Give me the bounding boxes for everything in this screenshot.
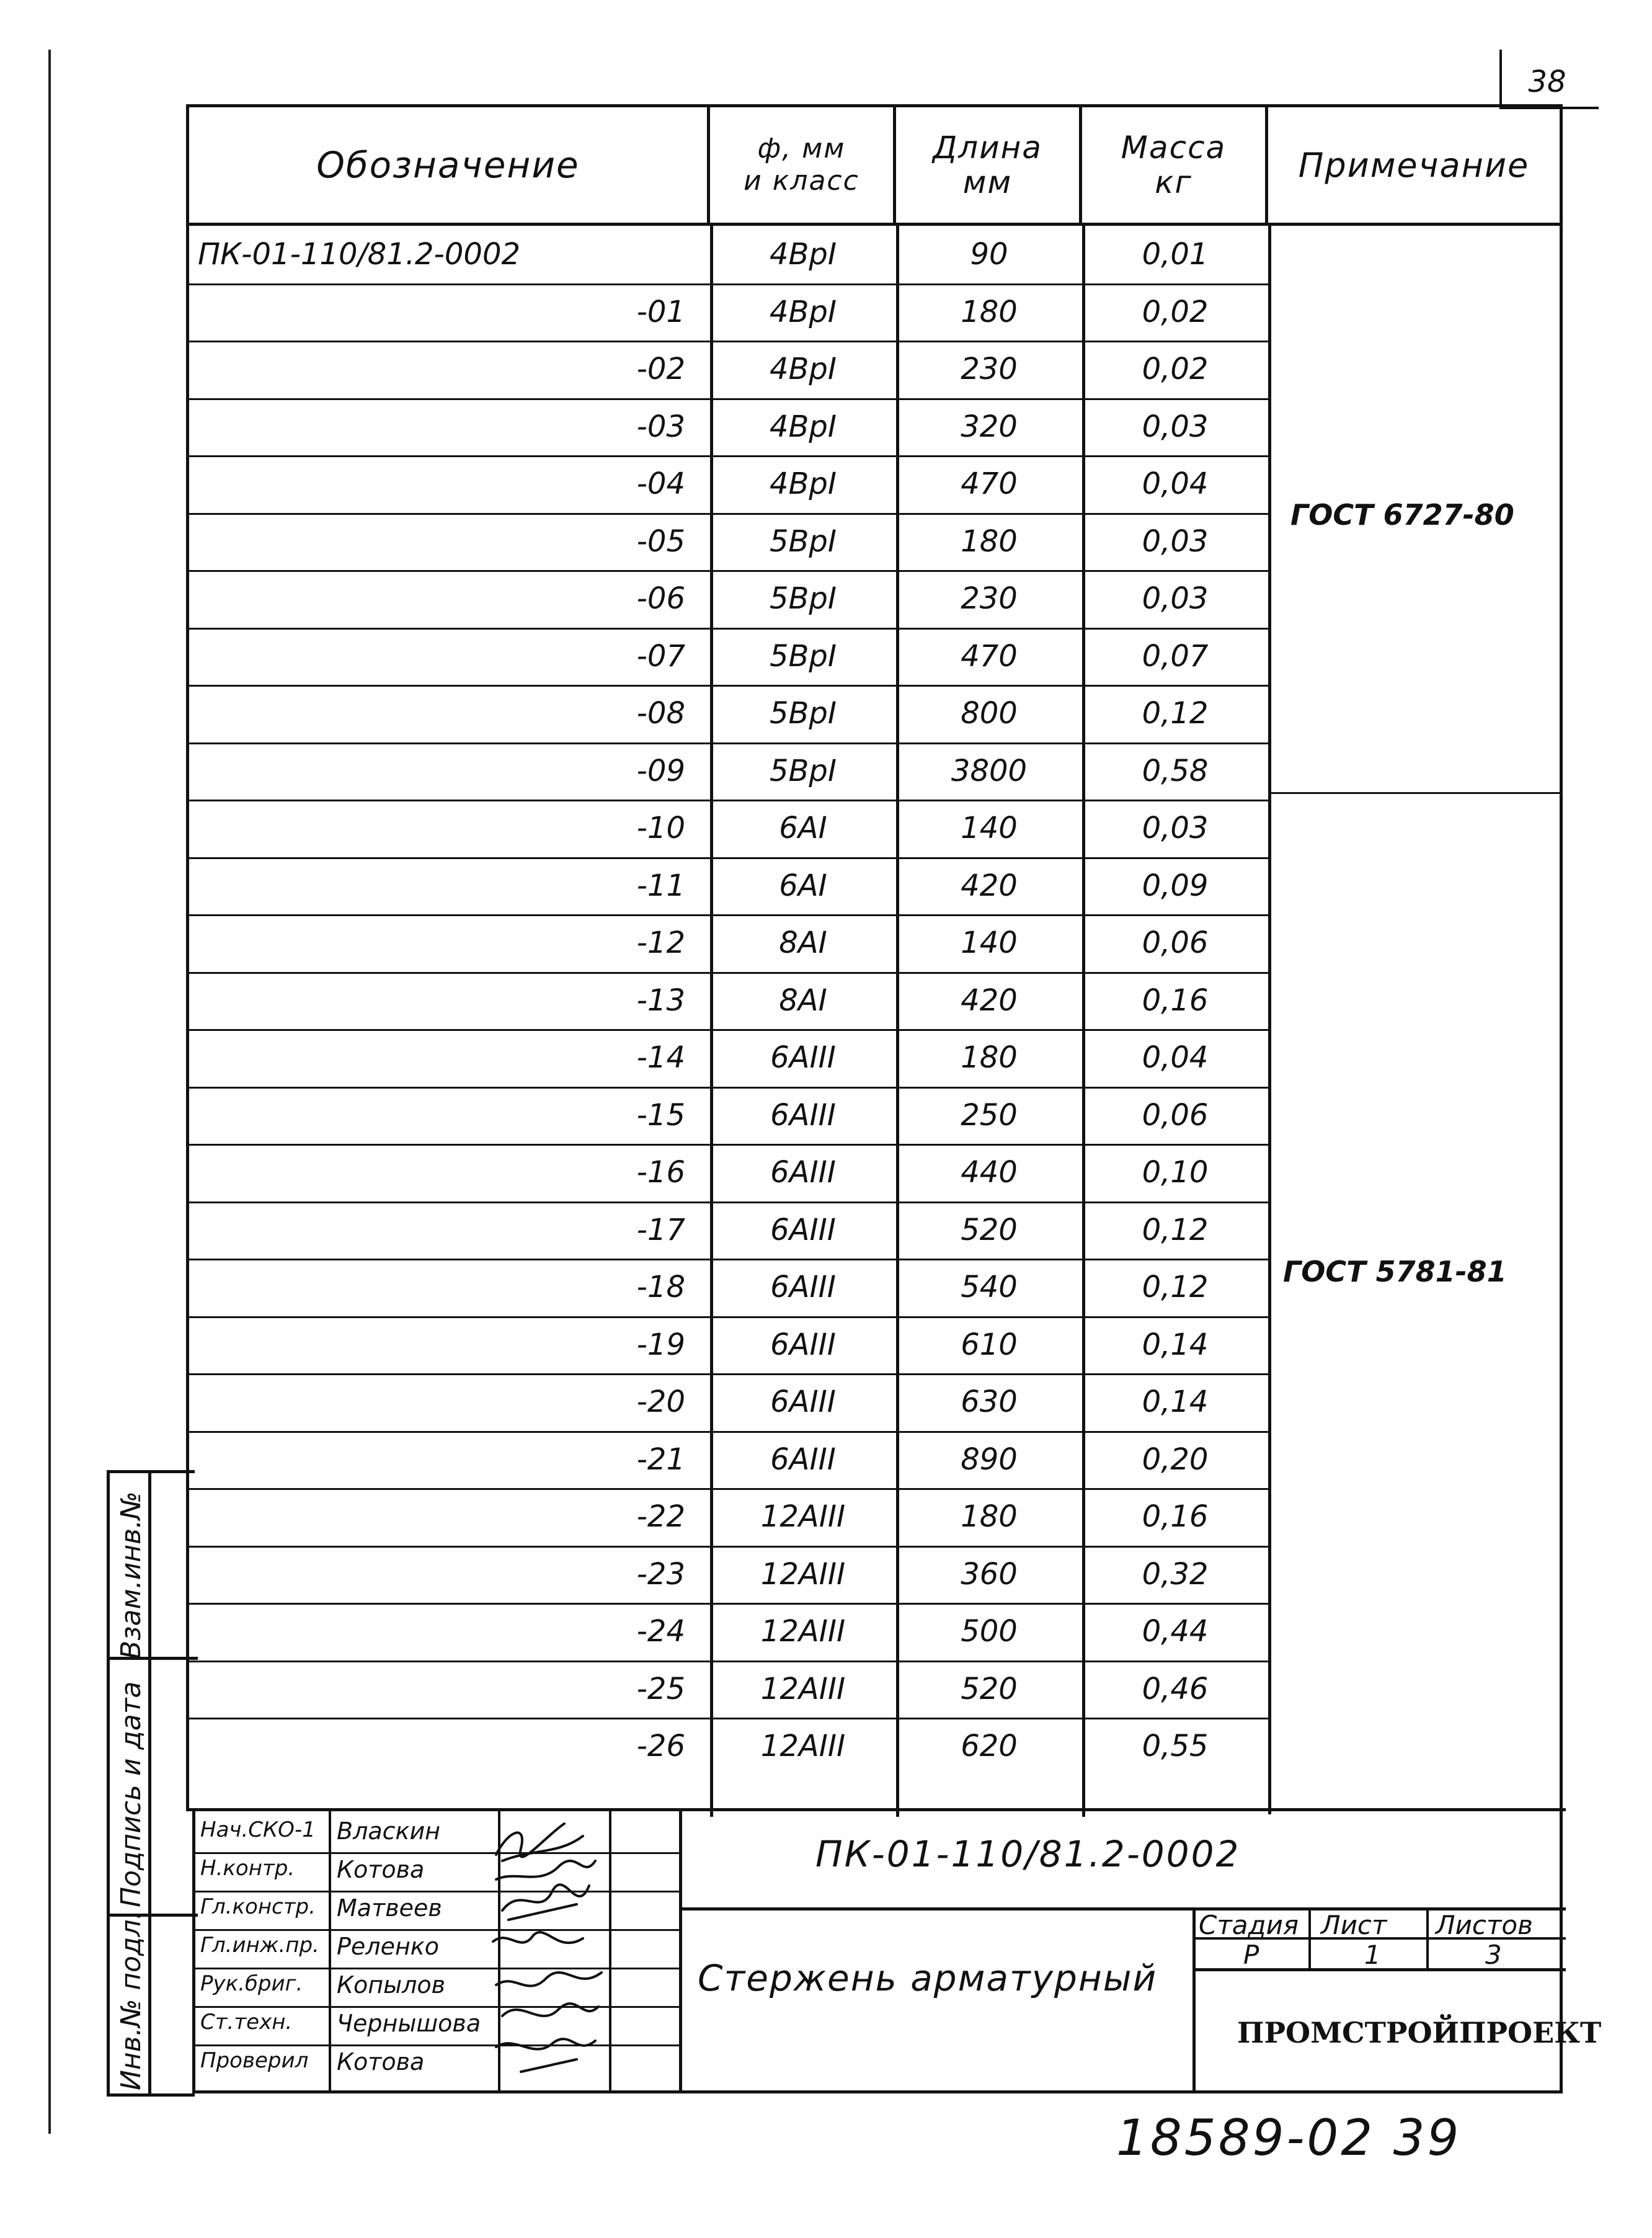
signer-name: Чернышова (337, 2010, 481, 2037)
table-row (189, 1201, 1268, 1259)
cell-mass: 0,14 (1142, 1384, 1209, 1419)
cell-diameter-class: 12AIII (760, 1556, 846, 1592)
signer-name: Копылов (337, 1971, 446, 1999)
cell-designation: -07 (636, 638, 685, 674)
cell-designation: -10 (636, 811, 685, 845)
row-divider (189, 1546, 1268, 1548)
cell-mass: 0,16 (1142, 983, 1209, 1018)
cell-designation: -16 (636, 1155, 685, 1190)
cell-length: 520 (961, 1671, 1018, 1706)
table-row (189, 1259, 1268, 1316)
row-divider (189, 570, 1268, 572)
table-row (189, 341, 1268, 398)
cell-mass: 0,20 (1142, 1442, 1209, 1477)
row-divider (189, 800, 1268, 801)
header-length-line1: Длина (933, 130, 1042, 166)
cell-designation: -21 (636, 1442, 685, 1477)
cell-designation: -02 (636, 352, 685, 386)
sheet-value: 1 (1364, 1940, 1381, 1970)
cell-length: 140 (961, 811, 1018, 845)
table-row (189, 914, 1268, 971)
cell-length: 470 (961, 466, 1018, 501)
cell-length: 540 (961, 1270, 1018, 1304)
title-divider (679, 1907, 1566, 1910)
cell-mass: 0,07 (1142, 638, 1209, 674)
row-divider (189, 1373, 1268, 1375)
cell-designation: -20 (636, 1384, 685, 1419)
row-divider (189, 1431, 1268, 1433)
row-divider (189, 1087, 1268, 1089)
row-divider (189, 1201, 1268, 1203)
cell-diameter-class: 4BpI (769, 237, 837, 272)
row-divider (189, 283, 1268, 285)
cell-length: 440 (961, 1155, 1018, 1190)
cell-mass: 0,04 (1142, 466, 1209, 501)
table-row (189, 1144, 1268, 1201)
cell-length: 180 (961, 1499, 1018, 1534)
signer-name: Власкин (337, 1817, 441, 1845)
table-row (189, 1316, 1268, 1373)
signer-col-divider (609, 1808, 611, 2090)
cell-length: 3800 (951, 753, 1028, 788)
signatures-drawing (484, 1811, 608, 2097)
cell-diameter-class: 12AIII (760, 1499, 846, 1534)
cell-designation: -04 (636, 466, 685, 501)
header-mass-line2: кг (1155, 164, 1192, 200)
stage-label: Стадия (1199, 1910, 1299, 1940)
signer-role: Проверил (200, 2048, 309, 2073)
note-gost-5781: ГОСТ 5781-81 (1283, 1255, 1507, 1288)
cell-diameter-class: 6AIII (770, 1097, 836, 1133)
cell-designation: -05 (636, 524, 685, 559)
row-divider (189, 857, 1268, 859)
cell-length: 230 (961, 581, 1018, 616)
row-divider (189, 341, 1268, 342)
cell-diameter-class: 6AI (779, 868, 827, 903)
cell-diameter-class: 8AI (779, 925, 827, 960)
cell-diameter-class: 5BpI (769, 524, 837, 559)
header-mass-line1: Масса (1121, 130, 1227, 166)
signer-name: Матвеев (337, 1894, 442, 1922)
signer-role: Гл.инж.пр. (200, 1933, 319, 1958)
cell-designation: ПК-01-110/81.2-0002 (198, 237, 521, 272)
cell-mass: 0,12 (1142, 696, 1209, 731)
cell-length: 140 (961, 925, 1018, 960)
table-row (189, 800, 1268, 857)
row-divider (189, 1029, 1268, 1031)
cell-designation: -22 (636, 1499, 685, 1534)
header-note: Примечание (1298, 145, 1530, 185)
cell-diameter-class: 6AIII (770, 1442, 836, 1477)
cell-length: 180 (961, 1040, 1018, 1075)
table-row (189, 628, 1268, 685)
row-divider (189, 1603, 1268, 1605)
table-row (189, 685, 1268, 742)
cell-length: 800 (961, 696, 1018, 731)
signer-role: Н.контр. (200, 1856, 295, 1881)
cell-diameter-class: 6AIII (770, 1384, 836, 1419)
cell-length: 520 (961, 1212, 1018, 1247)
cell-diameter-class: 5BpI (769, 696, 837, 731)
cell-diameter-class: 6AI (779, 811, 827, 845)
cell-diameter-class: 4BpI (769, 352, 837, 386)
cell-diameter-class: 12AIII (760, 1729, 846, 1763)
organization-name: ПРОМСТРОЙПРОЕКТ (1237, 2016, 1602, 2049)
signer-role: Нач.СКО-1 (200, 1817, 316, 1842)
sheets-value: 3 (1485, 1940, 1502, 1970)
cell-mass: 0,46 (1142, 1671, 1209, 1706)
cell-designation: -12 (636, 925, 685, 960)
signer-role: Рук.бриг. (200, 1971, 303, 1996)
table-row (189, 972, 1268, 1029)
row-divider (189, 1259, 1268, 1260)
signer-role: Ст.техн. (200, 2010, 293, 2035)
cell-mass: 0,03 (1142, 811, 1209, 845)
side-label-signature-date: Подпись и дата (115, 1681, 147, 1907)
cell-mass: 0,03 (1142, 524, 1209, 559)
cell-mass: 0,03 (1142, 409, 1209, 444)
signer-col-divider (679, 1808, 682, 2090)
sheet-label: Лист (1321, 1910, 1387, 1940)
left-margin-line (48, 50, 51, 2134)
row-divider (189, 685, 1268, 687)
row-divider (189, 1718, 1268, 1719)
row-divider (189, 1144, 1268, 1146)
header-mass (1082, 107, 1268, 223)
title-document-name: Стержень арматурный (698, 1957, 1158, 1999)
cell-mass: 0,02 (1142, 294, 1209, 329)
table-row (189, 1029, 1268, 1086)
table-row (189, 283, 1268, 341)
cell-length: 610 (961, 1327, 1018, 1362)
cell-mass: 0,06 (1142, 1097, 1209, 1133)
row-divider (189, 972, 1268, 974)
cell-diameter-class: 4BpI (769, 409, 837, 444)
row-divider (189, 1661, 1268, 1662)
cell-length: 230 (961, 352, 1018, 386)
table-row (189, 1718, 1268, 1775)
cell-length: 250 (961, 1097, 1018, 1133)
note-divider (1268, 792, 1560, 794)
table-row (189, 513, 1268, 570)
row-divider (189, 742, 1268, 744)
sheets-label: Листов (1436, 1910, 1533, 1940)
cell-mass: 0,16 (1142, 1499, 1209, 1534)
cell-mass: 0,04 (1142, 1040, 1209, 1075)
cell-mass: 0,14 (1142, 1327, 1209, 1362)
table-row (189, 455, 1268, 512)
specification-table (186, 104, 1563, 1811)
cell-designation: -08 (636, 696, 685, 731)
table-row (189, 1488, 1268, 1545)
cell-length: 630 (961, 1384, 1018, 1419)
cell-designation: -06 (636, 581, 685, 616)
signer-name: Котова (337, 1856, 425, 1883)
cell-length: 890 (961, 1442, 1018, 1477)
cell-mass: 0,02 (1142, 352, 1209, 386)
cell-diameter-class: 6AIII (770, 1212, 836, 1247)
header-length (896, 107, 1082, 223)
cell-designation: -19 (636, 1327, 685, 1362)
cell-designation: -13 (636, 983, 685, 1018)
cell-length: 420 (961, 983, 1018, 1018)
cell-mass: 0,44 (1142, 1614, 1209, 1649)
cell-designation: -15 (636, 1097, 685, 1133)
row-divider (189, 455, 1268, 457)
table-row (189, 226, 1268, 283)
note-gost-6727: ГОСТ 6727-80 (1290, 498, 1514, 532)
title-block-top (195, 1808, 1566, 1811)
table-row (189, 1431, 1268, 1488)
table-row (189, 1373, 1268, 1430)
table-row (189, 1603, 1268, 1660)
row-divider (189, 914, 1268, 916)
cell-diameter-class: 12AIII (760, 1614, 846, 1649)
archive-number: 18589-02 39 (1116, 2109, 1462, 2167)
cell-diameter-class: 6AIII (770, 1270, 836, 1304)
signer-name: Котова (337, 2048, 425, 2075)
row-divider (189, 1488, 1268, 1490)
table-row (189, 742, 1268, 800)
header-diameter-class (710, 107, 896, 223)
cell-length: 470 (961, 638, 1018, 674)
table-row (189, 398, 1268, 455)
cell-diameter-class: 6AIII (770, 1040, 836, 1075)
cell-length: 360 (961, 1556, 1018, 1592)
cell-designation: -17 (636, 1212, 685, 1247)
signer-role: Гл.констр. (200, 1894, 316, 1919)
cell-designation: -18 (636, 1270, 685, 1304)
row-divider (189, 398, 1268, 400)
cell-diameter-class: 6AIII (770, 1155, 836, 1190)
cell-mass: 0,58 (1142, 753, 1209, 788)
signer-name: Реленко (337, 1933, 440, 1960)
cell-designation: -26 (636, 1729, 685, 1763)
cell-designation: -24 (636, 1614, 685, 1649)
cell-length: 420 (961, 868, 1018, 903)
cell-diameter-class: 5BpI (769, 638, 837, 674)
header-designation: Обозначение (189, 107, 710, 223)
cell-length: 320 (961, 409, 1018, 444)
cell-mass: 0,03 (1142, 581, 1209, 616)
cell-designation: -11 (636, 868, 685, 903)
cell-mass: 0,01 (1142, 237, 1209, 272)
cell-diameter-class: 5BpI (769, 581, 837, 616)
cell-length: 180 (961, 294, 1018, 329)
title-block (192, 1808, 1602, 2093)
col-divider (1268, 223, 1271, 1814)
table-row (189, 857, 1268, 914)
header-diameter-line1: ф, мм (757, 133, 846, 164)
cell-designation: -25 (636, 1671, 685, 1706)
cell-diameter-class: 8AI (779, 983, 827, 1018)
table-row (189, 570, 1268, 627)
signer-col-divider (329, 1808, 331, 2090)
header-diameter-line2: и класс (744, 165, 859, 197)
page-number: 38 (1528, 65, 1566, 99)
cell-diameter-class: 4BpI (769, 294, 837, 329)
cell-diameter-class: 5BpI (769, 753, 837, 788)
cell-designation: -14 (636, 1040, 685, 1075)
row-divider (189, 628, 1268, 630)
cell-mass: 0,12 (1142, 1270, 1209, 1304)
cell-diameter-class: 6AIII (770, 1327, 836, 1362)
cell-diameter-class: 4BpI (769, 466, 837, 501)
row-divider (189, 1316, 1268, 1318)
stage-col-divider (1192, 1907, 1196, 2090)
cell-length: 620 (961, 1729, 1018, 1763)
row-divider (189, 513, 1268, 515)
table-row (189, 1087, 1268, 1144)
header-length-line2: мм (962, 164, 1013, 200)
cell-designation: -09 (636, 753, 685, 788)
stage-value: Р (1243, 1940, 1259, 1970)
side-label-inv-replace: Взам.инв.№ (115, 1491, 147, 1659)
title-document-code: ПК-01-110/81.2-0002 (815, 1833, 1241, 1875)
side-label-inv-original: Инв.№ подл. (115, 1910, 147, 2090)
cell-designation: -03 (636, 409, 685, 444)
cell-diameter-class: 12AIII (760, 1671, 846, 1706)
cell-mass: 0,06 (1142, 925, 1209, 960)
table-row (189, 1546, 1268, 1603)
cell-mass: 0,55 (1142, 1729, 1209, 1763)
cell-length: 90 (970, 237, 1008, 272)
cell-mass: 0,32 (1142, 1556, 1209, 1592)
cell-length: 180 (961, 524, 1018, 559)
side-stamp-divider (148, 1473, 151, 2097)
table-row (189, 1661, 1268, 1718)
cell-designation: -23 (636, 1556, 685, 1592)
cell-mass: 0,09 (1142, 868, 1209, 903)
cell-length: 500 (961, 1614, 1018, 1649)
cell-mass: 0,12 (1142, 1212, 1209, 1247)
cell-mass: 0,10 (1142, 1155, 1209, 1190)
cell-designation: -01 (636, 294, 685, 329)
